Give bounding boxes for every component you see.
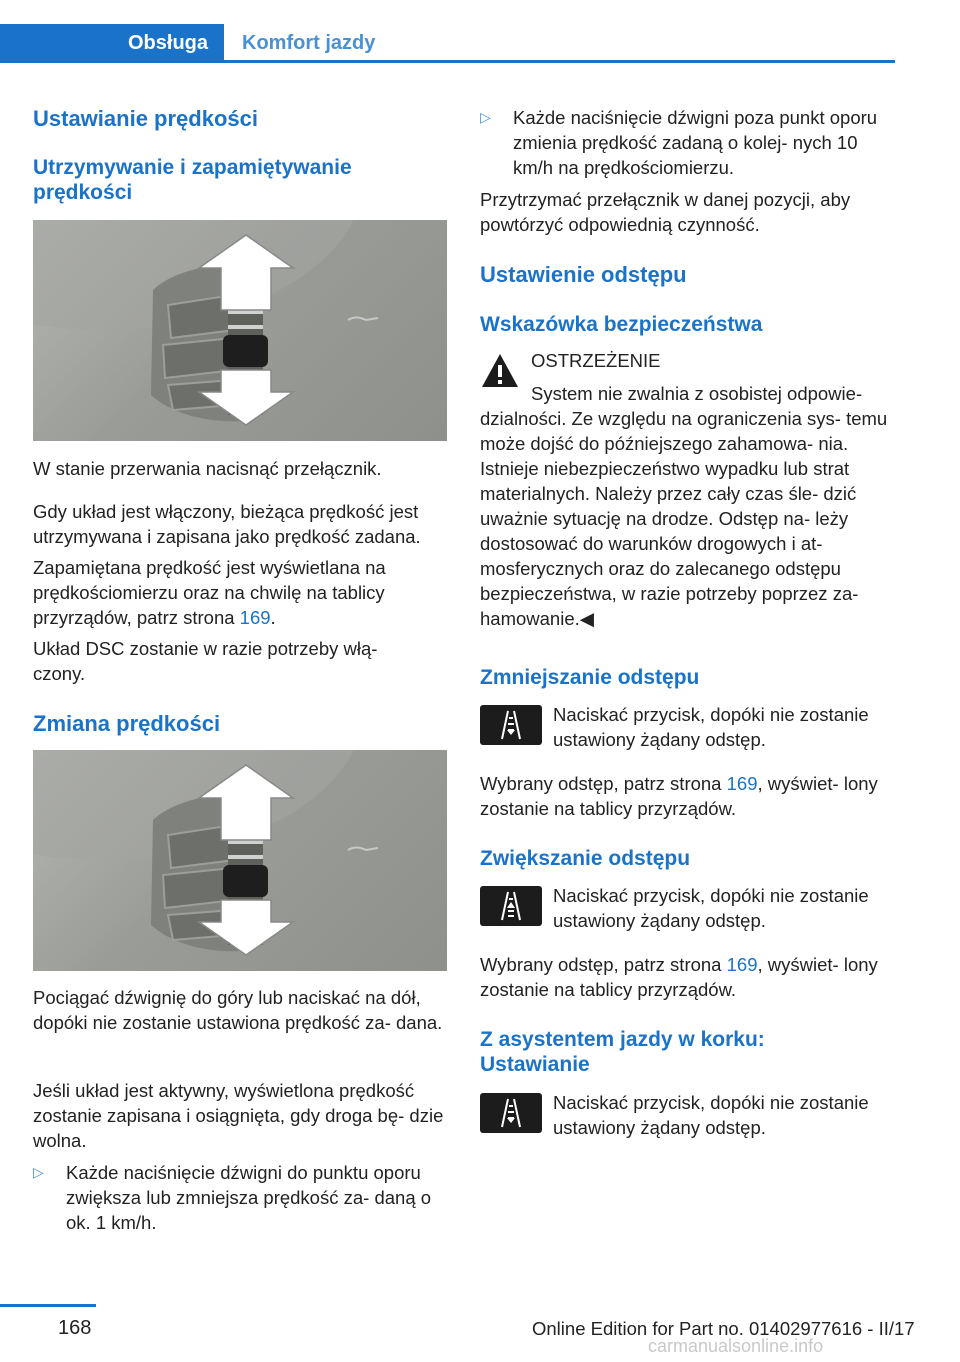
- assist-instruction: Naciskać przycisk, dopóki nie zostanie ustawiony żądany odstęp.: [553, 1092, 869, 1138]
- paragraph-zapamietana-text: Zapamiętana prędkość jest wyświetlana na prędkościomierzu oraz na chwilę na tablicy przyrządów, patrz strona: [33, 557, 386, 628]
- increase-result-text: Wybrany odstęp, patrz strona: [480, 954, 727, 975]
- paragraph-dsc: Układ DSC zostanie w razie potrzeby włą‐ czony.: [33, 638, 378, 684]
- watermark: carmanualsonline.info: [648, 1336, 824, 1356]
- warning-text-first-line: System nie zwalnia z osobistej odpowie‐: [531, 383, 863, 404]
- decrease-result-end: , wyświet‐ lony zostanie na tablicy przyrządów.: [480, 773, 878, 819]
- steering-wheel-illustration: [33, 220, 447, 441]
- edition-info: Online Edition for Part no. 01402977616 - II/17: [532, 1318, 915, 1339]
- distance-decrease-button-icon: [480, 705, 542, 745]
- decrease-result-text: Wybrany odstęp, patrz strona: [480, 773, 727, 794]
- increase-result: [480, 952, 880, 1002]
- tab-komfort-jazdy[interactable]: Komfort jazdy: [242, 32, 376, 54]
- heading-ustawianie-predkosci: Ustawianie prędkości: [33, 106, 258, 131]
- heading-asystent-korku: Z asystentem jazdy w korku: Ustawianie: [480, 1028, 765, 1076]
- paragraph-przerwanie: W stanie przerwania nacisnąć przełącznik.: [33, 458, 382, 479]
- paragraph-zapamietana-end: .: [270, 607, 276, 628]
- paragraph-zapamietana: [33, 555, 433, 630]
- paragraph-pociagac: Pociągać dźwignię do góry lub naciskać na dół, dopóki nie zostanie ustawiona prędkość za‐ dana.: [33, 987, 443, 1033]
- warning-text: dzialności. Ze względu na ograniczenia sys‐ temu może dojść do późniejszego zahamowa‐ nia. Istnieje niebezpieczeństwo wypadku lub strat materialnych. Należy przez cały czas śle‐ dzić uważnie sytuację na drodze. Odstęp na‐ leży dostosować do warunków drogowych i at‐ mosferycznych oraz do zalecanego odstępu bezpieczeństwa, w razie potrzeby poprzez za‐ hamowanie.◀: [480, 408, 888, 629]
- steering-wheel-illustration-2: [33, 750, 447, 971]
- traffic-jam-assist-icon: [480, 1093, 542, 1133]
- heading-zmniejszanie: Zmniejszanie odstępu: [480, 666, 700, 689]
- header-divider: [0, 60, 895, 63]
- page-number: 168: [58, 1317, 92, 1339]
- bullet-2-text: Każde naciśnięcie dźwigni poza punkt oporu zmienia prędkość zadaną o kolej‐ nych 10 km/h na prędkościomierzu.: [513, 107, 878, 178]
- heading-utrzymywanie: Utrzymywanie i zapamiętywanie prędkości: [33, 156, 352, 204]
- warning-triangle-icon: [480, 352, 520, 390]
- paragraph-przytrzymac: Przytrzymać przełącznik w danej pozycji, aby powtórzyć odpowiednią czynność.: [480, 189, 851, 235]
- heading-zwiekszanie: Zwiększanie odstępu: [480, 847, 691, 870]
- steering-wheel-photo-1: [33, 220, 447, 441]
- heading-zmiana-predkosci: Zmiana prędkości: [33, 711, 221, 736]
- distance-decrease-icon: [480, 705, 542, 745]
- increase-instruction: Naciskać przycisk, dopóki nie zostanie ustawiony żądany odstęp.: [553, 885, 869, 931]
- paragraph-wlaczony: Gdy układ jest włączony, bieżąca prędkość jest utrzymywana i zapisana jako prędkość zadana.: [33, 501, 421, 547]
- bullet-1-text: Każde naciśnięcie dźwigni do punktu oporu zwiększa lub zmniejsza prędkość za‐ daną o ok. 1 km/h.: [66, 1162, 432, 1233]
- warning-title: OSTRZEŻENIE: [531, 350, 661, 371]
- header-tabs: [0, 24, 393, 62]
- heading-ustawienie-odstepu: Ustawienie odstępu: [480, 262, 687, 287]
- distance-increase-button-icon: [480, 886, 542, 926]
- traffic-jam-assist-button-icon: [480, 1093, 542, 1133]
- distance-increase-icon: [480, 886, 542, 926]
- page-link-169-decrease[interactable]: 169: [726, 773, 758, 794]
- decrease-result: [480, 771, 880, 821]
- decrease-instruction: Naciskać przycisk, dopóki nie zostanie ustawiony żądany odstęp.: [553, 704, 869, 750]
- paragraph-aktywny: Jeśli układ jest aktywny, wyświetlona prędkość zostanie zapisana i osiągnięta, gdy droga bę‐ dzie wolna.: [33, 1080, 444, 1151]
- list-item-bullet-1: [33, 1160, 449, 1240]
- tab-obsluga[interactable]: Obsługa: [0, 24, 224, 62]
- increase-result-end: , wyświet‐ lony zostanie na tablicy przyrządów.: [480, 954, 878, 1000]
- footer-divider: [0, 1304, 96, 1307]
- page-link-169[interactable]: 169: [239, 607, 271, 628]
- bullet-triangle-icon: ▷: [480, 109, 491, 125]
- bullet-triangle-icon: ▷: [33, 1164, 44, 1180]
- steering-wheel-photo-2: [33, 750, 447, 971]
- list-item-bullet-2: [480, 105, 895, 185]
- heading-wskazowka: Wskazówka bezpieczeństwa: [480, 313, 763, 336]
- page-link-169-increase[interactable]: 169: [726, 954, 758, 975]
